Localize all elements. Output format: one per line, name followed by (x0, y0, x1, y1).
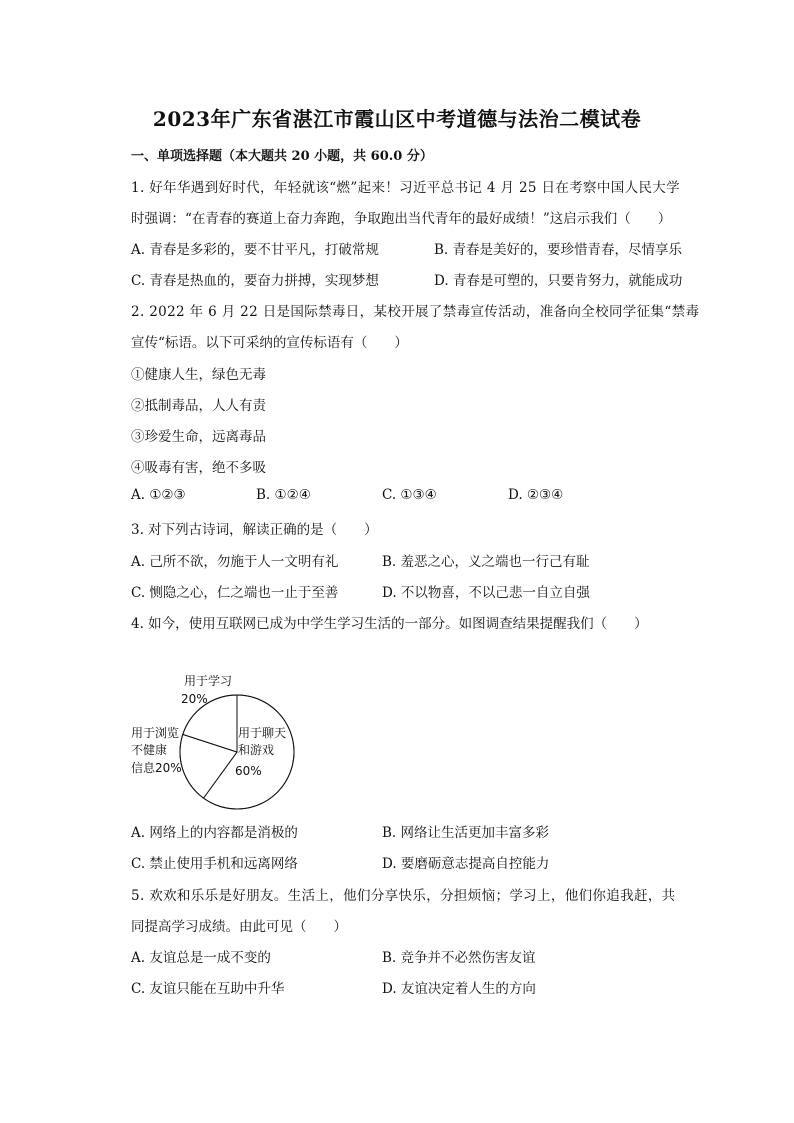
q1-stem-line-2: 时强调：“在青春的赛道上奋力奔跑，争取跑出当代青年的最好成绩！”这启示我们（ ） (131, 211, 672, 227)
q5-option-a: A. 友谊总是一成不变的 (131, 950, 271, 966)
q2-option-d: D. ②③④ (508, 487, 564, 503)
q1-option-a: A. 青春是多彩的，要不甘平凡，打破常规 (131, 242, 379, 258)
q4-option-a: A. 网络上的内容都是消极的 (131, 825, 298, 841)
q3-stem: 3. 对下列古诗词，解读正确的是（ ） (131, 522, 378, 538)
q2-option-a: A. ①②③ (131, 487, 186, 503)
section-heading: 一、单项选择题（本大题共 20 小题，共 60.0 分） (131, 149, 433, 164)
q5-option-c: C. 友谊只能在互助中升华 (131, 981, 285, 997)
q5-stem-line-2: 同提高学习成绩。由此可见（ ） (131, 919, 347, 935)
q5-option-d: D. 友谊决定着人生的方向 (382, 981, 536, 997)
q4-option-d: D. 要磨砺意志提高自控能力 (382, 856, 550, 872)
browse-label-line-3: 信息20% (131, 761, 182, 775)
chat-label-line-3: 60% (235, 764, 262, 778)
exam-title: 2023年广东省湛江市霞山区中考道德与法治二模试卷 (152, 107, 642, 131)
q1-stem-line-1: 1. 好年华遇到好时代，年轻就该“燃”起来！习近平总书记 4 月 25 日在考察中国人民大学 (131, 180, 681, 196)
study-label-line-2: 20% (181, 692, 208, 706)
q1-option-b: B. 青春是美好的，要珍惜青春，尽情享乐 (434, 242, 683, 258)
q3-option-b: B. 羞恶之心，义之端也一行己有耻 (382, 554, 590, 570)
q2-stem-line-2: 宣传“标语。以下可采纳的宣传标语有（ ） (131, 335, 408, 351)
q1-option-d: D. 青春是可塑的，只要肯努力，就能成功 (434, 273, 683, 289)
q3-option-d: D. 不以物喜，不以己悲一自立自强 (382, 585, 590, 601)
q5-stem-line-1: 5. 欢欢和乐乐是好朋友。生活上，他们分享快乐，分担烦恼；学习上，他们你追我赶，共 (131, 888, 676, 904)
q2-stem-line-1: 2. 2022 年 6 月 22 日是国际禁毒日，某校开展了禁毒宣传活动，准备向全校同学征集“禁毒 (131, 304, 700, 320)
pie-slices (180, 695, 294, 809)
q2-item-1: ①健康人生，绿色无毒 (131, 367, 266, 383)
q4-option-b: B. 网络让生活更加丰富多彩 (382, 825, 550, 841)
pie-chart (125, 668, 305, 810)
q3-option-c: C. 恻隐之心，仁之端也一止于至善 (131, 585, 339, 601)
chat-label-line-2: 和游戏 (238, 743, 275, 757)
q2-item-2: ②抵制毒品，人人有责 (131, 398, 266, 414)
q4-stem: 4. 如今，使用互联网已成为中学生学习生活的一部分。如图调查结果提醒我们（ ） (131, 616, 648, 632)
q2-option-c: C. ①③④ (382, 487, 437, 503)
q1-option-c: C. 青春是热血的，要奋力拼搏，实现梦想 (131, 273, 379, 289)
q2-item-3: ③珍爱生命，远离毒品 (131, 429, 266, 445)
browse-label-line-1: 用于浏览 (131, 726, 180, 740)
browse-label-line-2: 不健康 (131, 743, 168, 757)
study-label-line-1: 用于学习 (184, 674, 233, 688)
chat-label-line-1: 用于聊天 (238, 726, 287, 740)
q5-option-b: B. 竞争并不必然伤害友谊 (382, 950, 536, 966)
q4-option-c: C. 禁止使用手机和远离网络 (131, 856, 298, 872)
q2-item-4: ④吸毒有害，绝不多吸 (131, 460, 266, 476)
q3-option-a: A. 己所不欲，勿施于人一文明有礼 (131, 554, 339, 570)
q2-option-b: B. ①②④ (256, 487, 311, 503)
